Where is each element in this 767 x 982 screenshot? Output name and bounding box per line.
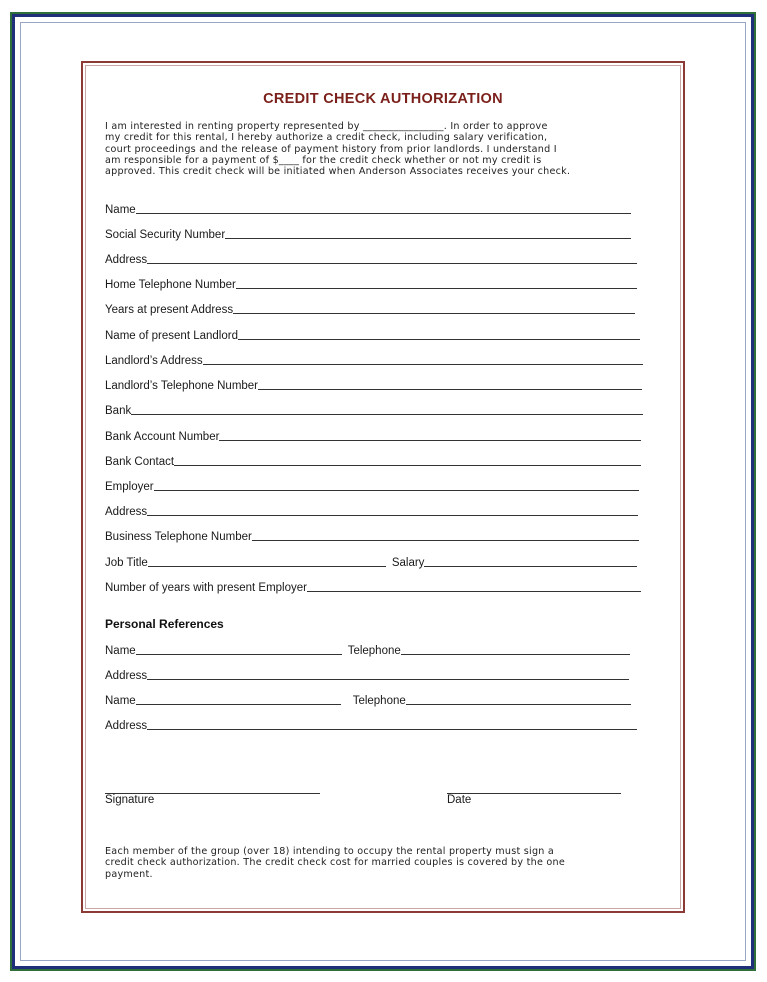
employer-field[interactable]	[105, 479, 639, 493]
landlord-address-line[interactable]	[203, 363, 643, 365]
job-salary-row	[105, 555, 637, 569]
salary-line[interactable]	[424, 565, 637, 567]
employer-address-line[interactable]	[147, 514, 638, 516]
home-phone-field[interactable]	[105, 277, 637, 291]
bank-account-line[interactable]	[219, 439, 641, 441]
reference-2-address-field[interactable]	[105, 718, 637, 732]
reference-1-name-label: Name	[105, 645, 136, 657]
form-title: CREDIT CHECK AUTHORIZATION	[263, 91, 503, 107]
landlord-address-field[interactable]	[105, 353, 643, 367]
home-phone-line[interactable]	[236, 287, 637, 289]
name-line[interactable]	[136, 212, 631, 214]
references-heading: Personal References	[105, 617, 224, 631]
employer-address-label: Address	[105, 506, 148, 518]
reference-2-address-line[interactable]	[147, 728, 637, 730]
address-line[interactable]	[147, 262, 637, 264]
footer-note	[105, 846, 665, 880]
home-phone-label: Home Telephone Number	[105, 279, 236, 291]
date-label: Date	[447, 794, 472, 806]
intro-line: I am interested in renting property represented by ________________. In order to approve	[105, 121, 548, 132]
years-employer-field[interactable]	[105, 580, 641, 594]
landlord-name-line[interactable]	[238, 338, 640, 340]
reference-1-row	[105, 643, 630, 657]
bank-label: Bank	[105, 405, 132, 417]
reference-1-telephone-line[interactable]	[401, 653, 630, 655]
reference-2-name-line[interactable]	[136, 703, 341, 705]
signature-label: Signature	[105, 794, 155, 806]
reference-1-address-line[interactable]	[147, 678, 629, 680]
footer-line: payment.	[105, 868, 153, 880]
bank-line[interactable]	[131, 413, 643, 415]
footer-line: Each member of the group (over 18) intending to occupy the rental property must sign a	[105, 846, 555, 857]
years-address-label: Years at present Address	[105, 304, 234, 316]
ssn-field[interactable]	[105, 227, 631, 241]
name-label: Name	[105, 204, 136, 216]
reference-1-address-field[interactable]	[105, 668, 629, 682]
landlord-phone-label: Landlord’s Telephone Number	[105, 380, 259, 392]
intro-line: court proceedings and the release of payment history from prior landlords. I understand I	[105, 143, 557, 155]
job-title-label: Job Title	[105, 557, 148, 569]
reference-2-telephone-label: Telephone	[352, 695, 406, 707]
salary-label: Salary	[391, 557, 425, 569]
ssn-label: Social Security Number	[105, 229, 226, 241]
landlord-name-label: Name of present Landlord	[105, 330, 238, 342]
name-field[interactable]	[105, 202, 631, 216]
intro-line: approved. This credit check will be initiated when Anderson Associates receives your check.	[105, 166, 571, 178]
years-employer-label: Number of years with present Employer	[105, 582, 307, 594]
business-phone-field[interactable]	[105, 529, 639, 543]
employer-line[interactable]	[154, 489, 639, 491]
reference-2-name-label: Name	[105, 695, 136, 707]
ssn-line[interactable]	[225, 237, 631, 239]
address-label: Address	[105, 254, 148, 266]
years-employer-line[interactable]	[307, 590, 641, 592]
date-line[interactable]	[447, 792, 621, 794]
reference-2-address-label: Address	[105, 720, 148, 732]
reference-1-name-line[interactable]	[136, 653, 342, 655]
landlord-name-field[interactable]	[105, 328, 640, 342]
landlord-phone-field[interactable]	[105, 378, 642, 392]
form-page	[81, 61, 685, 913]
reference-2-row	[105, 693, 631, 707]
employer-address-field[interactable]	[105, 504, 638, 518]
bank-contact-label: Bank Contact	[105, 456, 175, 468]
job-title-line[interactable]	[148, 565, 386, 567]
bank-account-field[interactable]	[105, 429, 641, 443]
business-phone-label: Business Telephone Number	[105, 531, 252, 543]
intro-paragraph	[105, 121, 665, 177]
intro-line: my credit for this rental, I hereby authorize a credit check, including salary verification,	[105, 132, 548, 144]
footer-line: credit check authorization. The credit check cost for married couples is covered by the one	[105, 857, 565, 869]
reference-2-telephone-line[interactable]	[406, 703, 631, 705]
years-address-line[interactable]	[233, 312, 635, 314]
bank-contact-line[interactable]	[174, 464, 641, 466]
bank-account-label: Bank Account Number	[105, 431, 220, 443]
years-address-field[interactable]	[105, 302, 635, 316]
business-phone-line[interactable]	[252, 539, 639, 541]
landlord-phone-line[interactable]	[258, 388, 642, 390]
employer-label: Employer	[105, 481, 154, 493]
intro-line: am responsible for a payment of $____ for the credit check whether or not my credit is	[105, 154, 542, 166]
bank-field[interactable]	[105, 403, 643, 417]
address-field[interactable]	[105, 252, 637, 266]
bank-contact-field[interactable]	[105, 454, 641, 468]
reference-1-address-label: Address	[105, 670, 148, 682]
reference-1-telephone-label: Telephone	[347, 645, 401, 657]
landlord-address-label: Landlord’s Address	[105, 355, 203, 367]
